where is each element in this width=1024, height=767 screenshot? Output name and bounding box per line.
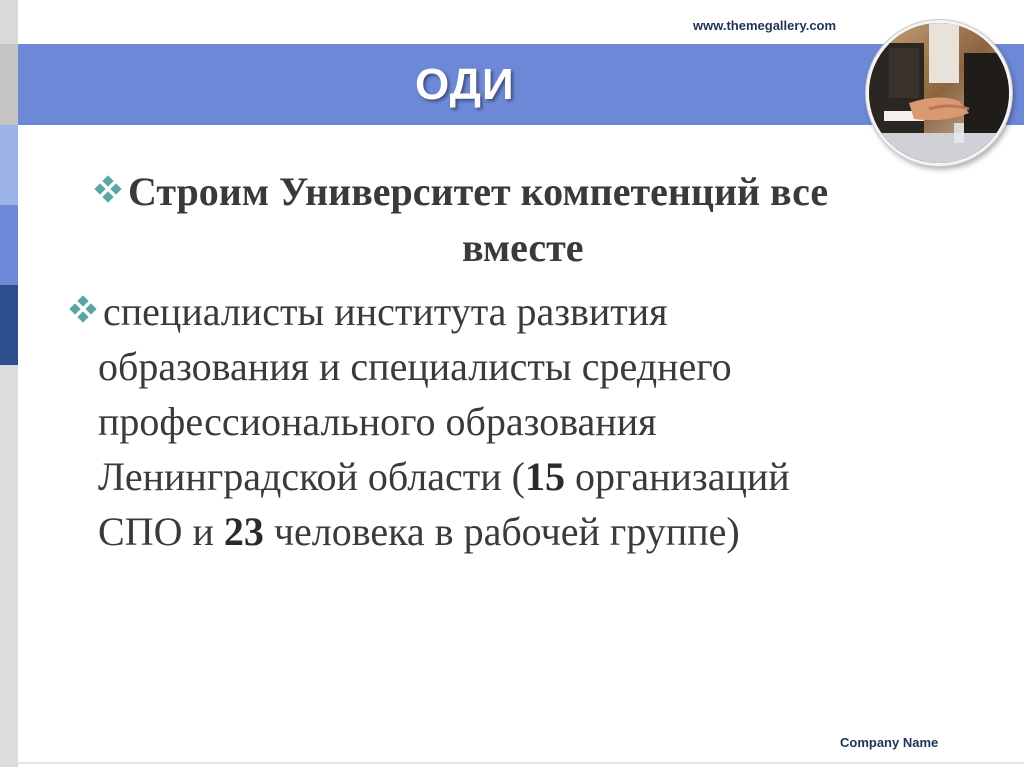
bullet-text: организаций	[564, 454, 790, 499]
slide-title: ОДИ	[415, 60, 515, 109]
diamond-cluster-icon	[90, 175, 126, 205]
strip-segment	[0, 125, 18, 205]
bullet-text: человека в рабочей группе)	[263, 509, 740, 554]
bullet-text: профессионального образования	[98, 399, 657, 444]
diamond-cluster-icon	[65, 295, 101, 325]
organizations-count: 15	[524, 454, 565, 499]
footer-company-name: Company Name	[840, 735, 939, 750]
bullet-text: Ленинградской области (	[98, 454, 525, 499]
bottom-divider	[18, 762, 1024, 764]
bullet-text: вместе	[462, 225, 584, 270]
handshake-photo	[866, 20, 1012, 166]
bullet-text: Строим Университет компетенций все	[128, 169, 829, 214]
strip-segment	[0, 365, 18, 767]
strip-segment	[0, 0, 18, 44]
bullet-text: образования и специалисты среднего	[98, 344, 732, 389]
bullet-item-specialists	[65, 284, 945, 559]
bullet-item-university	[90, 164, 950, 276]
people-count: 23	[223, 509, 264, 554]
bullet-text: специалисты института развития	[103, 289, 668, 334]
strip-segment	[0, 205, 18, 285]
strip-segment	[0, 44, 18, 125]
site-url: www.themegallery.com	[693, 18, 837, 33]
bullet-text: СПО и	[98, 509, 224, 554]
strip-segment	[0, 285, 18, 365]
left-color-strip	[0, 0, 18, 767]
